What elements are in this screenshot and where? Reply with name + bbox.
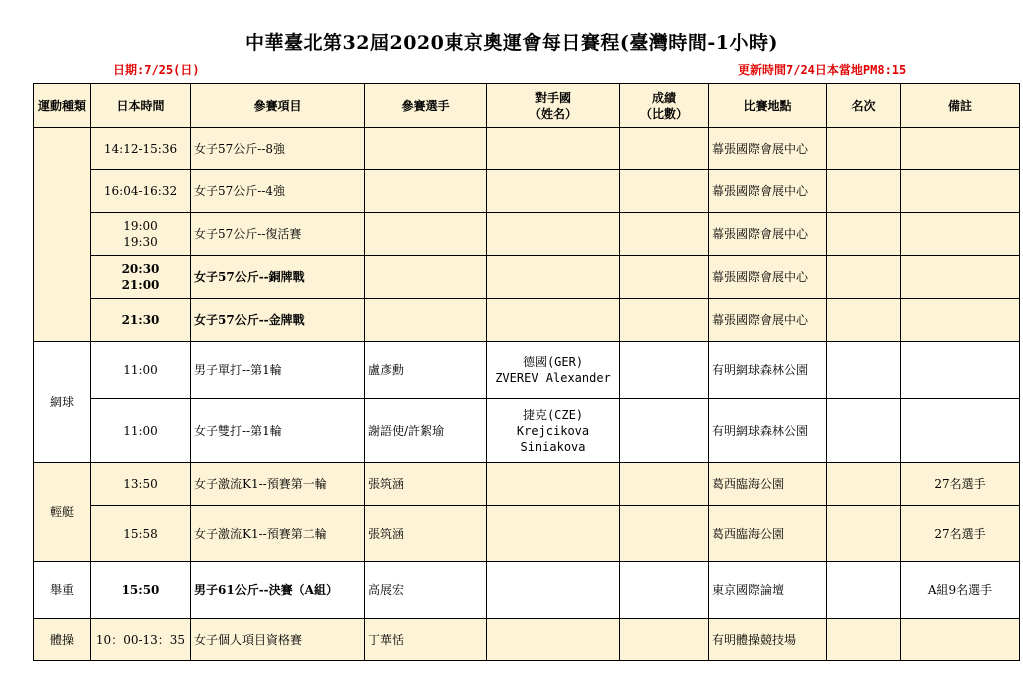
- col-header-event: 參賽項目: [191, 84, 365, 128]
- athlete-cell: 張筑涵: [365, 506, 487, 562]
- athlete-cell: 高展宏: [365, 562, 487, 619]
- venue-cell: 幕張國際會展中心: [709, 256, 827, 299]
- venue-cell: 東京國際論壇: [709, 562, 827, 619]
- note-cell: 27名選手: [901, 506, 1020, 562]
- col-header-opponent-line2: （姓名）: [528, 106, 577, 121]
- opponent-cell: [487, 463, 620, 506]
- opponent-name: ZVEREV Alexander: [495, 371, 611, 385]
- table-row: [34, 619, 1020, 661]
- venue-cell: 有明體操競技場: [709, 619, 827, 661]
- col-header-rank: 名次: [827, 84, 901, 128]
- opponent-cell: [487, 342, 620, 399]
- athlete-cell: 張筑涵: [365, 463, 487, 506]
- time-start: 19:00: [123, 219, 158, 233]
- time-cell: 14:12-15:36: [91, 128, 191, 170]
- note-cell: [901, 399, 1020, 463]
- result-cell: [620, 213, 709, 256]
- rank-cell: [827, 213, 901, 256]
- opponent-cell: [487, 506, 620, 562]
- result-cell: [620, 619, 709, 661]
- note-cell: [901, 170, 1020, 213]
- time-cell: 21:30: [91, 299, 191, 342]
- note-cell: [901, 213, 1020, 256]
- athlete-cell: 丁華恬: [365, 619, 487, 661]
- col-header-venue: 比賽地點: [709, 84, 827, 128]
- col-header-opponent: [487, 84, 620, 128]
- opponent-cell: [487, 170, 620, 213]
- time-cell: [91, 213, 191, 256]
- table-row: [34, 562, 1020, 619]
- time-cell: [91, 256, 191, 299]
- table-row: [34, 399, 1020, 463]
- table-header-row: [34, 84, 1020, 128]
- col-header-opponent-line1: 對手國: [534, 90, 571, 105]
- athlete-cell: [365, 299, 487, 342]
- rank-cell: [827, 619, 901, 661]
- opponent-cell: [487, 619, 620, 661]
- time-cell: 13:50: [91, 463, 191, 506]
- time-cell: 11:00: [91, 399, 191, 463]
- time-end: 21:00: [121, 278, 160, 292]
- col-header-note: 備註: [901, 84, 1020, 128]
- venue-cell: 葛西臨海公園: [709, 506, 827, 562]
- event-cell: 男子61公斤--決賽（A組）: [191, 562, 365, 619]
- update-time: 更新時間7/24日本當地PM8:15: [738, 63, 907, 77]
- rank-cell: [827, 299, 901, 342]
- event-cell: 女子57公斤--金牌戰: [191, 299, 365, 342]
- event-cell: 女子57公斤--復活賽: [191, 213, 365, 256]
- event-cell: 女子雙打--第1輪: [191, 399, 365, 463]
- opponent-country: 德國(GER): [522, 355, 584, 369]
- event-cell: 女子激流K1--預賽第一輪: [191, 463, 365, 506]
- table-row: [34, 128, 1020, 170]
- table-row: [34, 213, 1020, 256]
- event-cell: 女子個人項目資格賽: [191, 619, 365, 661]
- sport-cell: 網球: [34, 342, 91, 463]
- col-header-result-line2: （比數）: [639, 106, 688, 121]
- sport-cell: 輕艇: [34, 463, 91, 562]
- sport-cell: [34, 128, 91, 342]
- table-row: [34, 170, 1020, 213]
- time-start: 20:30: [121, 262, 160, 276]
- opponent-cell: [487, 399, 620, 463]
- opponent-cell: [487, 299, 620, 342]
- venue-cell: 有明網球森林公園: [709, 342, 827, 399]
- venue-cell: 有明網球森林公園: [709, 399, 827, 463]
- col-header-time: 日本時間: [91, 84, 191, 128]
- schedule-date: 日期:7/25(日): [113, 63, 200, 77]
- result-cell: [620, 170, 709, 213]
- sport-cell: 舉重: [34, 562, 91, 619]
- opponent-name: Krejcikova: [516, 423, 590, 438]
- rank-cell: [827, 463, 901, 506]
- result-cell: [620, 463, 709, 506]
- rank-cell: [827, 506, 901, 562]
- table-row: [34, 256, 1020, 299]
- opponent-cell: [487, 128, 620, 170]
- rank-cell: [827, 256, 901, 299]
- time-cell: 15:50: [91, 562, 191, 619]
- opponent-country: 捷克(CZE): [522, 407, 584, 422]
- opponent-cell: [487, 562, 620, 619]
- venue-cell: 幕張國際會展中心: [709, 213, 827, 256]
- time-cell: 16:04-16:32: [91, 170, 191, 213]
- note-cell: [901, 619, 1020, 661]
- rank-cell: [827, 342, 901, 399]
- opponent-cell: [487, 213, 620, 256]
- table-row: [34, 342, 1020, 399]
- table-row: [34, 506, 1020, 562]
- time-cell: 11:00: [91, 342, 191, 399]
- note-cell: A組9名選手: [901, 562, 1020, 619]
- rank-cell: [827, 399, 901, 463]
- opponent-name-2: Siniakova: [520, 439, 586, 454]
- schedule-table: [33, 83, 1020, 661]
- event-cell: 女子激流K1--預賽第二輪: [191, 506, 365, 562]
- athlete-cell: [365, 256, 487, 299]
- result-cell: [620, 256, 709, 299]
- page-title: 中華臺北第32屆2020東京奧運會每日賽程(臺灣時間-1小時): [245, 32, 778, 54]
- event-cell: 女子57公斤--銅牌戰: [191, 256, 365, 299]
- col-header-athlete: 參賽選手: [365, 84, 487, 128]
- opponent-cell: [487, 256, 620, 299]
- venue-cell: 幕張國際會展中心: [709, 170, 827, 213]
- time-end: 19:30: [123, 235, 158, 249]
- result-cell: [620, 128, 709, 170]
- note-cell: [901, 342, 1020, 399]
- event-cell: 女子57公斤--4強: [191, 170, 365, 213]
- sport-cell: 體操: [34, 619, 91, 661]
- col-header-sport: 運動種類: [34, 84, 91, 128]
- col-header-result-line1: 成績: [651, 90, 676, 105]
- result-cell: [620, 562, 709, 619]
- venue-cell: 葛西臨海公園: [709, 463, 827, 506]
- athlete-cell: [365, 128, 487, 170]
- table-row: [34, 299, 1020, 342]
- event-cell: 男子單打--第1輪: [191, 342, 365, 399]
- time-cell: 15:58: [91, 506, 191, 562]
- athlete-cell: [365, 170, 487, 213]
- note-cell: [901, 256, 1020, 299]
- time-cell: 10：00-13：35: [91, 619, 191, 661]
- athlete-cell: [365, 213, 487, 256]
- venue-cell: 幕張國際會展中心: [709, 128, 827, 170]
- athlete-cell: 謝語使/許絮瑜: [365, 399, 487, 463]
- rank-cell: [827, 562, 901, 619]
- note-cell: 27名選手: [901, 463, 1020, 506]
- result-cell: [620, 506, 709, 562]
- event-cell: 女子57公斤--8強: [191, 128, 365, 170]
- result-cell: [620, 399, 709, 463]
- venue-cell: 幕張國際會展中心: [709, 299, 827, 342]
- note-cell: [901, 128, 1020, 170]
- result-cell: [620, 299, 709, 342]
- result-cell: [620, 342, 709, 399]
- rank-cell: [827, 128, 901, 170]
- note-cell: [901, 299, 1020, 342]
- athlete-cell: 盧彥勳: [365, 342, 487, 399]
- rank-cell: [827, 170, 901, 213]
- col-header-result: [620, 84, 709, 128]
- table-row: [34, 463, 1020, 506]
